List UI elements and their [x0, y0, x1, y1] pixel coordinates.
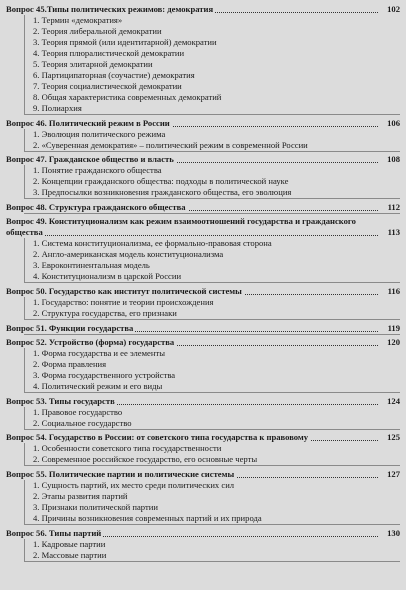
- page-number: 119: [387, 322, 400, 333]
- subitem-list: [24, 407, 400, 430]
- question-title: Вопрос 51. Функции государства: [6, 322, 134, 333]
- list-item: 2. Форма правления: [33, 359, 107, 370]
- page-number: 113: [387, 227, 400, 238]
- list-item: 7. Теория социалистической демократии: [33, 81, 182, 91]
- question-title: Вопрос 50. Государство как институт политической системы: [6, 285, 242, 296]
- table-of-contents: [6, 4, 400, 564]
- list-item: 9. Полиархия: [33, 103, 82, 113]
- list-item: 1. Термин «демократия»: [33, 15, 123, 25]
- list-item: 1. Форма государства и ее элементы: [33, 348, 165, 359]
- toc-question: [6, 118, 400, 129]
- dot-leader: [6, 235, 378, 236]
- toc-question: [6, 337, 400, 348]
- subitem-list: [24, 334, 400, 335]
- question-title: Вопрос 52. Устройство (форма) государства: [6, 337, 175, 348]
- subitem-list: [24, 129, 400, 152]
- question-title: Вопрос 48. Структура гражданского общества: [6, 201, 186, 212]
- list-item: 1. Государство: понятие и теории происхождения: [33, 296, 214, 307]
- subitem-list: [24, 297, 400, 320]
- list-item: 4. Причины возникновения современных партий и их природа: [33, 512, 262, 523]
- question-title: Вопрос 56. Типы партий: [6, 527, 102, 538]
- question-title: Вопрос 47. Гражданское общество и власть: [6, 154, 174, 165]
- toc-question: [6, 469, 400, 480]
- toc-question: [6, 216, 400, 238]
- question-title: Вопрос 55. Политические партии и политические системы: [6, 468, 235, 479]
- subitem-list: [24, 165, 400, 199]
- list-item: 3. Теория прямой (или идентитарной) демократии: [33, 37, 217, 47]
- question-title: Вопрос 53. Типы государств: [6, 395, 115, 406]
- page-number: 120: [387, 337, 400, 348]
- subitem-list: [24, 213, 400, 214]
- toc-question: [6, 154, 400, 165]
- page-number: 102: [387, 4, 400, 14]
- list-item: 2. Структура государства, его признаки: [33, 307, 177, 318]
- list-item: 4. Конституционализм в царской России: [33, 271, 182, 282]
- toc-question: [6, 528, 400, 539]
- list-item: 5. Теория элитарной демократии: [33, 59, 153, 69]
- subitem-list: [24, 348, 400, 393]
- list-item: 2. «Суверенная демократия» – политический режим в современной России: [33, 139, 308, 150]
- subitem-list: [24, 539, 400, 562]
- list-item: 2. Теория либеральной демократии: [33, 26, 162, 36]
- list-item: 1. Кадровые партии: [33, 538, 106, 549]
- list-item: 3. Признаки политической партии: [33, 501, 158, 512]
- toc-question: [6, 286, 400, 297]
- question-title: Вопрос 46. Политический режим в России: [6, 117, 170, 128]
- toc-question: [6, 323, 400, 334]
- list-item: 2. Массовые партии: [33, 549, 107, 560]
- list-item: 1. Сущность партий, их место среди политических сил: [33, 479, 235, 490]
- list-item: 2. Этапы развития партий: [33, 490, 128, 501]
- list-item: 2. Социальное государство: [33, 417, 132, 428]
- question-title: Вопрос 54. Государство в России: от советского типа государства к правовому: [6, 432, 309, 443]
- list-item: 4. Теория плюралистической демократии: [33, 48, 185, 58]
- toc-question: [6, 432, 400, 443]
- toc-question: [6, 4, 400, 15]
- page-number: 125: [387, 432, 400, 443]
- toc-question: [6, 396, 400, 407]
- subitem-list: [24, 443, 400, 466]
- page-number: 130: [387, 527, 400, 538]
- page-number: 106: [387, 117, 400, 128]
- list-item: 1. Особенности советского типа государственности: [33, 443, 222, 454]
- list-item: 1. Понятие гражданского общества: [33, 165, 162, 176]
- list-item: 6. Партиципаторная (соучастие) демократия: [33, 70, 195, 80]
- list-item: 1. Эволюция политического режима: [33, 128, 166, 139]
- page-number: 127: [387, 468, 400, 479]
- list-item: 8. Общая характеристика современных демократий: [33, 92, 222, 102]
- list-item: 2. Современное российское государство, его основные черты: [33, 454, 258, 465]
- page-number: 108: [387, 154, 400, 165]
- subitem-list: [24, 480, 400, 525]
- list-item: 3. Форма государственного устройства: [33, 370, 176, 381]
- page-number: 112: [387, 201, 400, 212]
- list-item: 1. Правовое государство: [33, 406, 123, 417]
- toc-question: [6, 202, 400, 213]
- list-item: 1. Система конституционализма, ее формально-правовая сторона: [33, 238, 272, 249]
- list-item: 4. Политический режим и его виды: [33, 381, 163, 392]
- subitem-list: [24, 238, 400, 283]
- page-number: 116: [387, 285, 400, 296]
- page-number: 124: [387, 395, 400, 406]
- question-title: Вопрос 49. Конституционализм как режим взаимоотношений государства и гражданского общества: [6, 216, 356, 238]
- list-item: 2. Англо-американская модель конституционализма: [33, 249, 224, 260]
- question-title: Вопрос 45.Типы политических режимов: демократия: [6, 4, 214, 14]
- list-item: 3. Предпосылки возникновения гражданского общества, его эволюция: [33, 187, 292, 198]
- subitem-list: [24, 15, 400, 115]
- list-item: 3. Евроконтинентальная модель: [33, 260, 150, 271]
- list-item: 2. Концепции гражданского общества: подходы в политической науке: [33, 176, 289, 187]
